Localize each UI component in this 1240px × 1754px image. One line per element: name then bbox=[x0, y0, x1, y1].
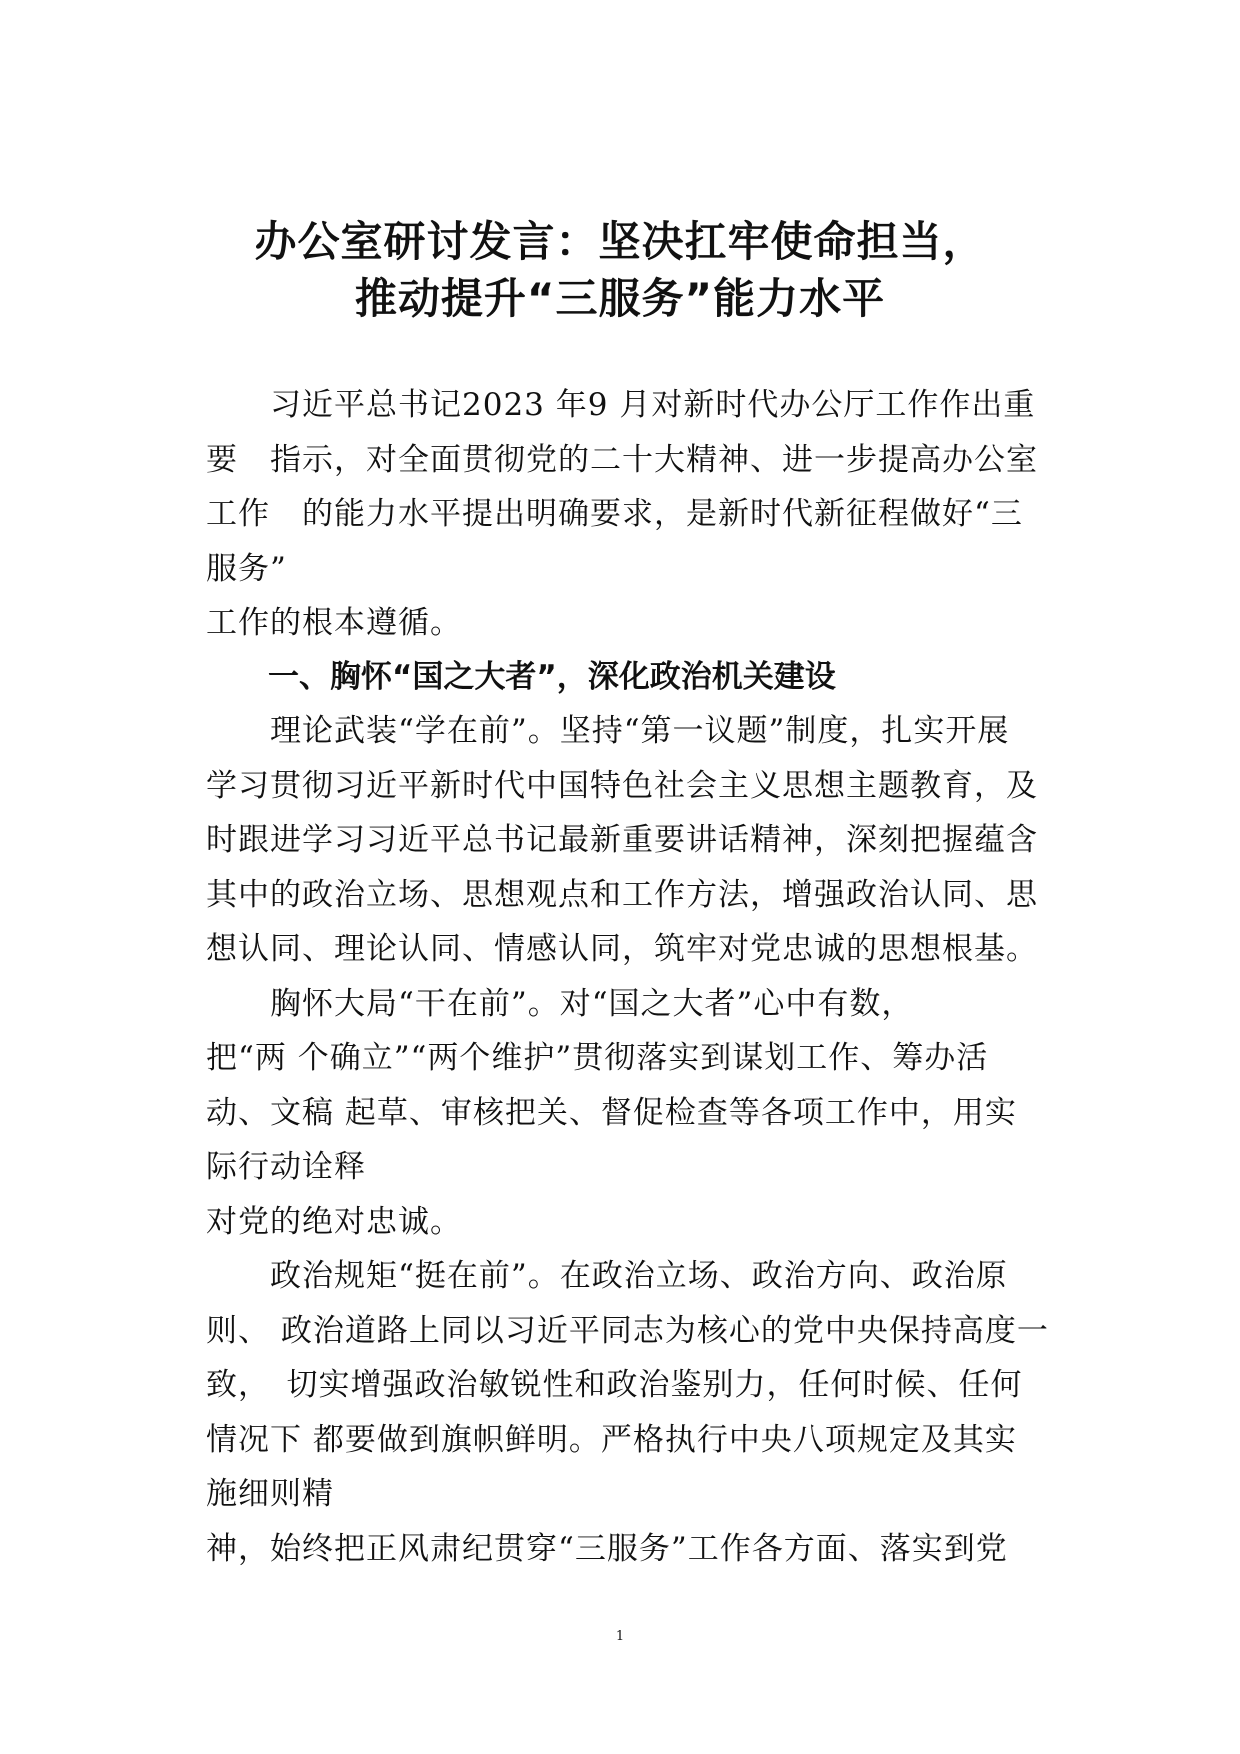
body-line: 致， 切实增强政治敏锐性和政治鉴别力，任何时候、任何 bbox=[206, 1367, 1023, 1403]
body-line: 工作 的能力水平提出明确要求，是新时代新征程做好“三 bbox=[206, 496, 1023, 532]
body-line: 际行动诠释 bbox=[206, 1149, 366, 1185]
document-title-line-1: 办公室研讨发言：坚决扛牢使命担当， bbox=[254, 217, 986, 266]
body-line: 想认同、理论认同、情感认同，筑牢对党忠诚的思想根基。 bbox=[206, 931, 1038, 967]
body-line: 对党的绝对忠诚。 bbox=[206, 1204, 462, 1240]
body-line: 神，始终把正风肃纪贯穿“三服务”工作各方面、落实到党 bbox=[206, 1531, 1008, 1567]
page-number: 1 bbox=[615, 1629, 625, 1644]
body-line: 则、 政治道路上同以习近平同志为核心的党中央保持高度一 bbox=[206, 1313, 1049, 1349]
body-line: 政治规矩“挺在前”。在政治立场、政治方向、政治原 bbox=[206, 1258, 1008, 1294]
body-line: 施细则精 bbox=[206, 1476, 334, 1512]
body-line: 习近平总书记2023 年9 月对新时代办公厅工作作出重 bbox=[206, 387, 1036, 423]
body-line: 其中的政治立场、思想观点和工作方法，增强政治认同、思 bbox=[206, 877, 1038, 913]
body-line: 要 指示，对全面贯彻党的二十大精神、进一步提高办公室 bbox=[206, 442, 1038, 478]
body-line: 动、文稿 起草、审核把关、督促检查等各项工作中，用实 bbox=[206, 1095, 1017, 1131]
body-line: 理论武装“学在前”。坚持“第一议题”制度，扎实开展 bbox=[206, 713, 1010, 749]
body-line: 工作的根本遵循。 bbox=[206, 605, 462, 641]
body-line: 胸怀大局“干在前”。对“国之大者”心中有数， bbox=[206, 986, 914, 1022]
body-line: 把“两 个确立”“两个维护”贯彻落实到谋划工作、筹办活 bbox=[206, 1040, 989, 1076]
body-line: 学习贯彻习近平新时代中国特色社会主义思想主题教育，及 bbox=[206, 768, 1038, 804]
body-line: 情况下 都要做到旗帜鲜明。严格执行中央八项规定及其实 bbox=[206, 1422, 1017, 1458]
body-line: 服务” bbox=[206, 551, 287, 587]
document-title-line-2: 推动提升“三服务”能力水平 bbox=[354, 274, 886, 323]
section-heading: 一、胸怀“国之大者”，深化政治机关建设 bbox=[268, 659, 836, 695]
body-line: 时跟进学习习近平总书记最新重要讲话精神，深刻把握蕴含 bbox=[206, 822, 1038, 858]
